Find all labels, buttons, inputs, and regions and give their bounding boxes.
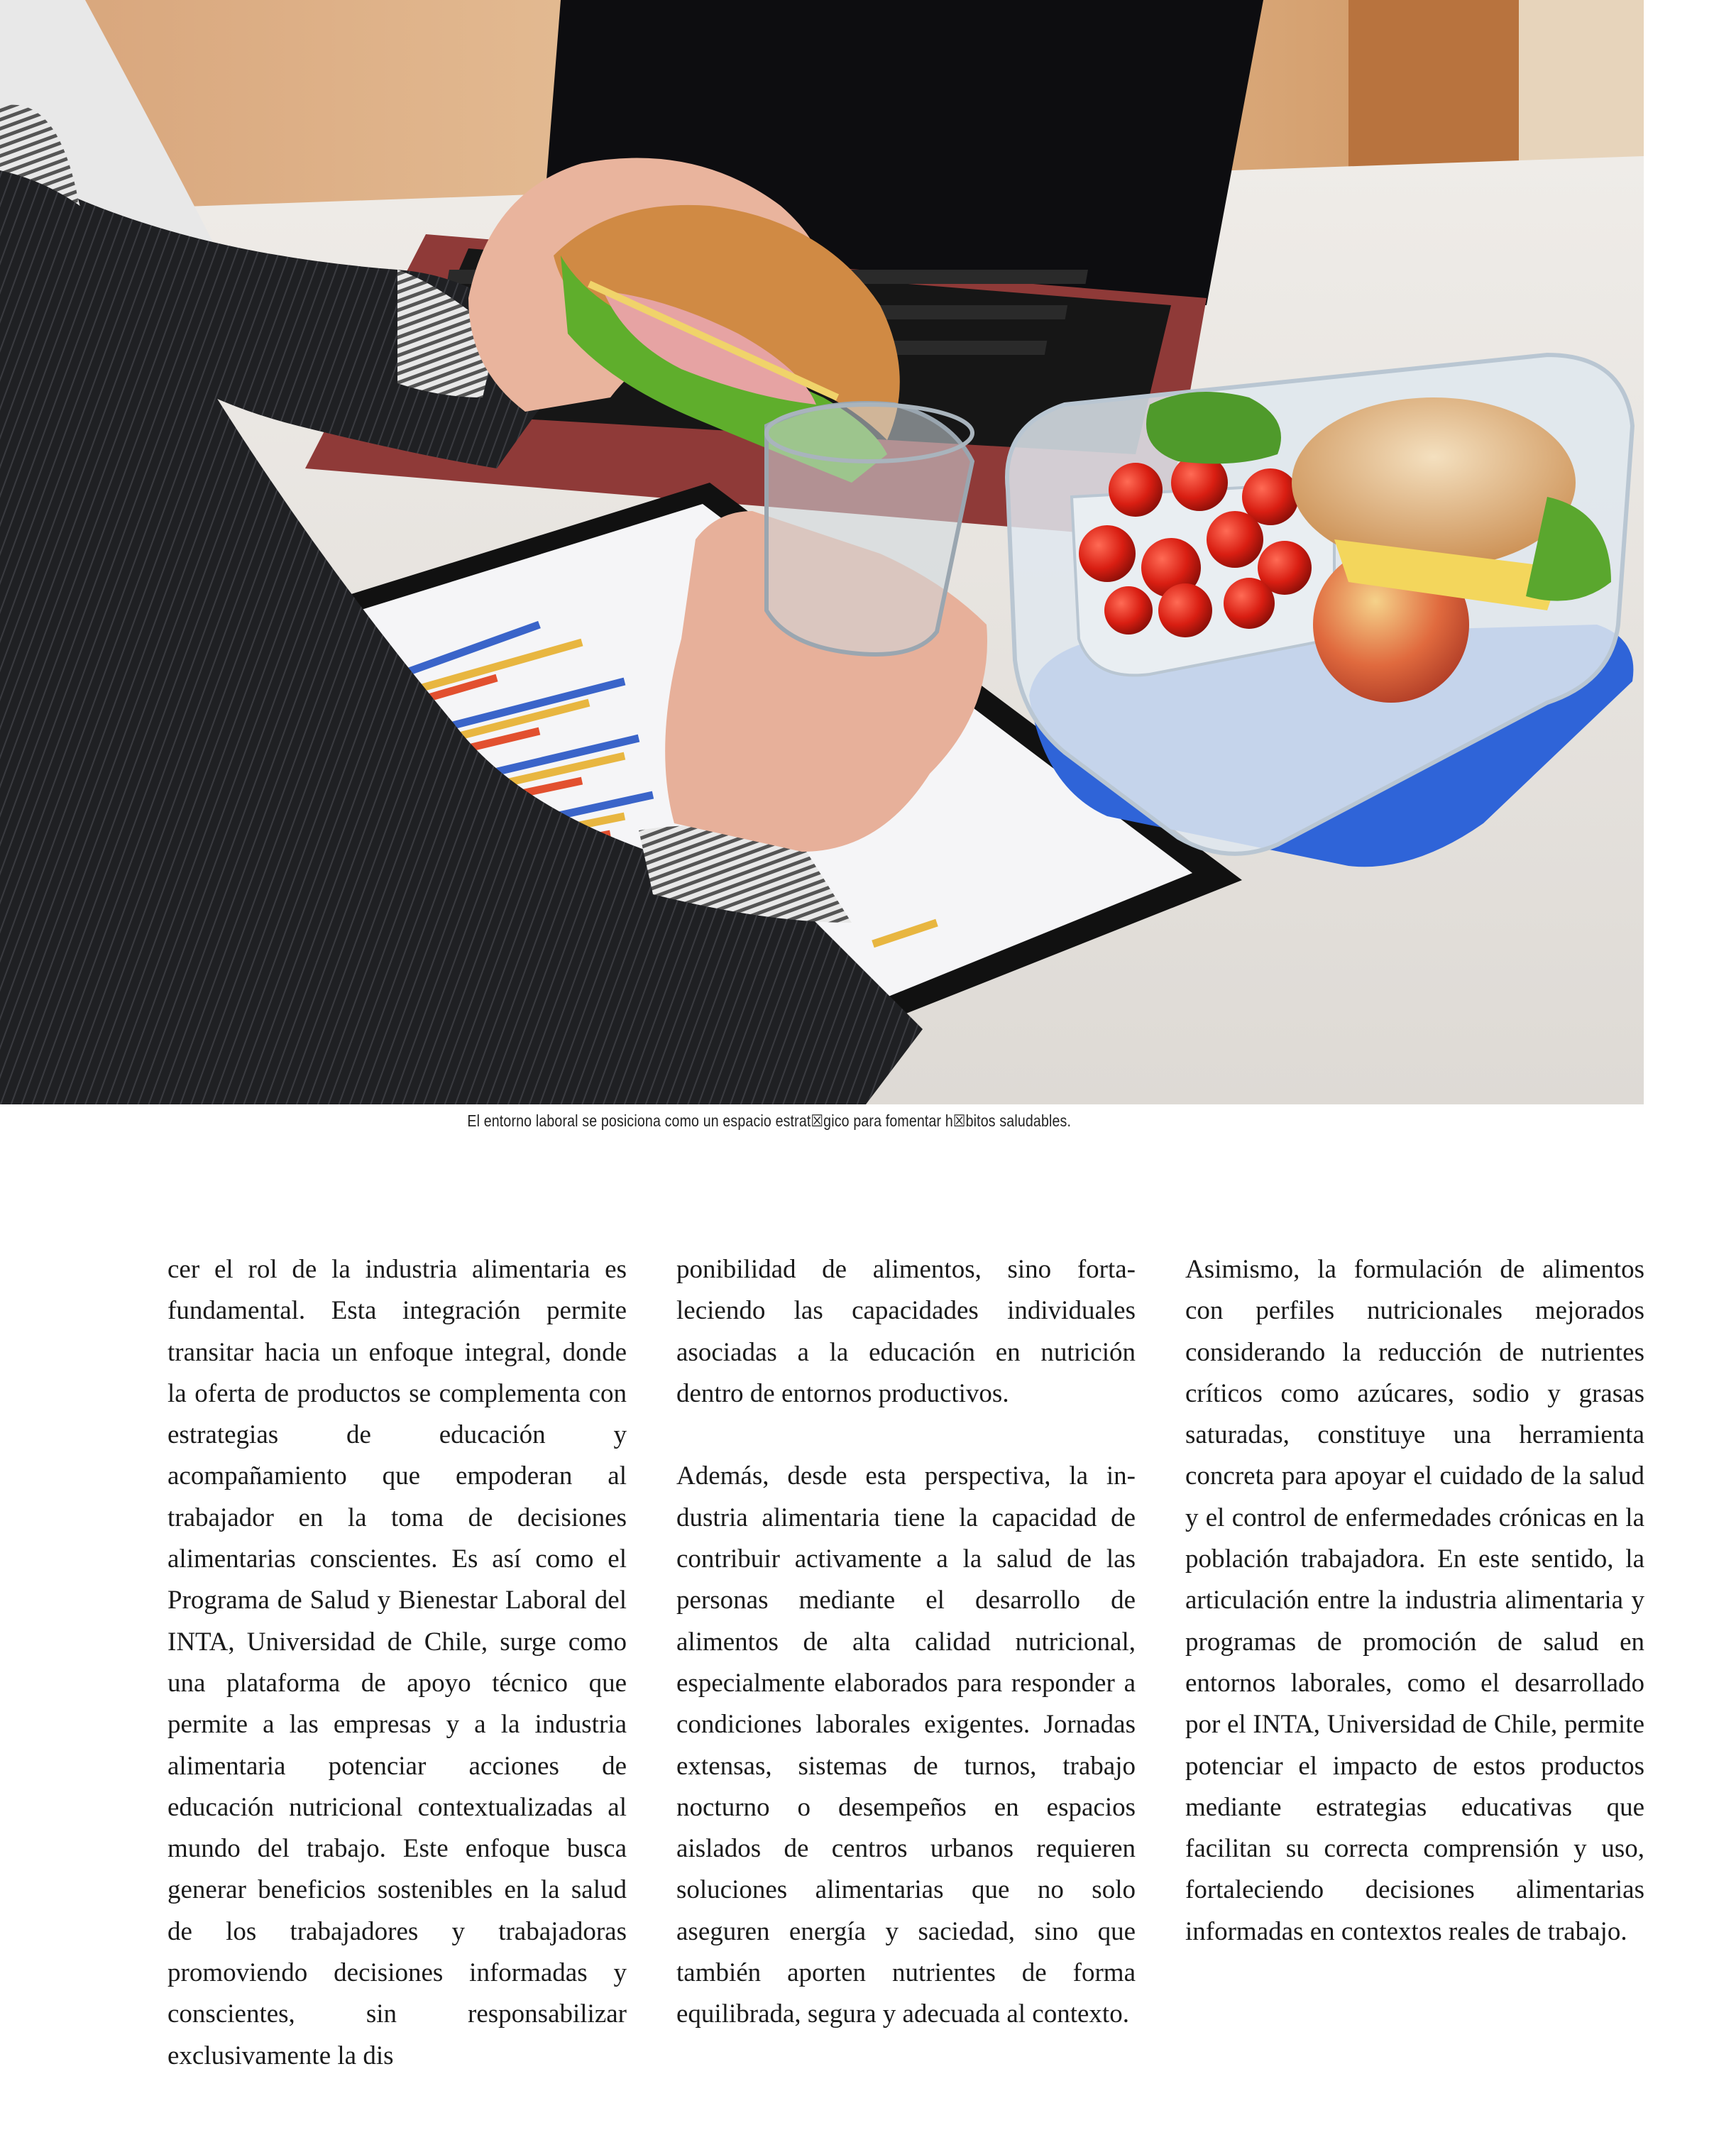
paragraph: cer el rol de la industria alimentaria es fundamental. Esta integración permite transitar hacia un enfoque integral, donde la oferta de productos se complementa con estrategias de educación y acompañamiento que empoderan al trabajador en la toma de decisiones alimentarias conscientes. Es así como el Programa de Salud y Bienestar Laboral del INTA, Universidad de Chile, surge como una plataforma de apoyo técnico que permite a las empresas y a la industria alimentaria potenciar acciones de educación nutricional contextualizadas al mundo del trabajo. Este enfoque busca generar beneficios sostenibles en la salud de los trabajadores y trabajadoras promoviendo decisiones informadas y conscientes, sin responsabilizar exclusivamente la dis	[167, 1255, 627, 2070]
paragraph: ponibilidad de alimentos, sino fortaleciendo las capacidades individuales asociadas a la educación en nutrición dentro de entornos productivos.	[676, 1255, 1136, 1408]
paragraph: Asimismo, la formulación de alimentos con perfiles nutricionales mejorados considerando la reducción de nutrientes críticos como azúcares, sodio y grasas saturadas, constituye una herramienta concreta para apoyar el cuidado de la salud y el control de enfermedades crónicas en la población trabajadora. En este sentido, la articulación entre la industria alimentaria y programas de promoción de salud en entornos laborales, como el desarrollado por el INTA, Universidad de Chile, permite potenciar el impacto de estos productos mediante estrategias educativas que facilitan su correcta comprensión y uso, fortaleciendo decisiones alimentarias informadas en contextos reales de trabajo.	[1185, 1255, 1644, 1946]
figure-caption: El entorno laboral se posiciona como un espacio estrat☒gico para fomentar h☒bitos saludables.	[467, 1111, 1072, 1130]
text-column-3	[1185, 1249, 1644, 1953]
water-glass-icon	[767, 403, 972, 654]
workplace-lunch-photo	[0, 0, 1644, 1104]
text-column-1	[167, 1249, 627, 2077]
text-column-2	[676, 1249, 1136, 2036]
paragraph: Además, desde esta perspectiva, la industria alimentaria tiene la capacidad de contribuir activamente a la salud de las personas mediante el desarrollo de alimentos de alta calidad nutricional, especialmente elaborados para responder a condiciones laborales exigentes. Jornadas extensas, sistemas de turnos, trabajo nocturno o desempeños en espacios aislados de centros urbanos requieren soluciones alimentarias que no solo aseguren energía y saciedad, sino que también aporten nutrientes de forma equilibrada, segura y adecuada al contexto.	[676, 1461, 1136, 2029]
